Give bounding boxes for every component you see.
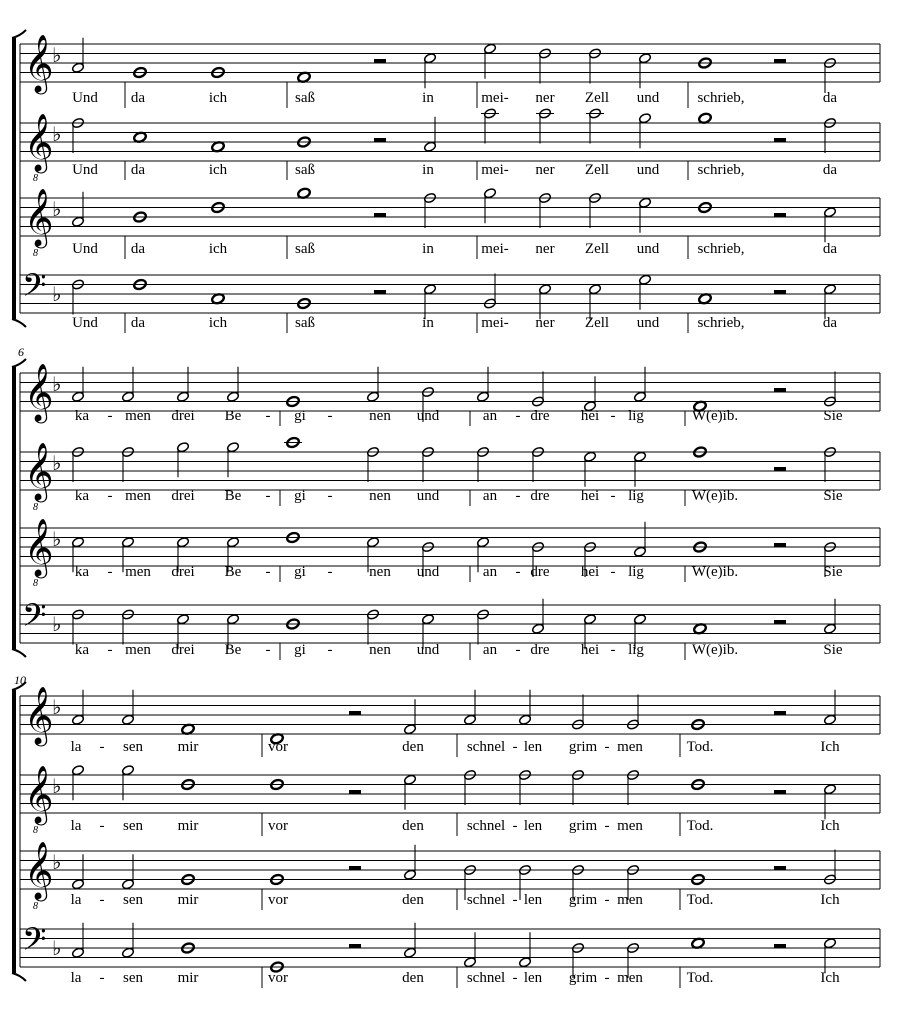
lyric-syllable: - [512,892,518,908]
lyric-syllable: und [416,564,440,580]
lyric-syllable: Und [72,315,98,331]
lyric-syllable: men [125,488,151,504]
lyric-syllable: saß [295,162,315,178]
whole-note [211,141,225,153]
lyric-syllable: an [482,642,498,658]
lyric-syllable: Tod. [686,970,714,986]
treble-clef-icon: 𝄞 [24,686,54,744]
lyric-syllable: ner [535,315,555,331]
lyric-syllable: drei [171,488,195,504]
lyric-syllable: schrieb, [697,315,745,331]
lyric-syllable: ner [535,241,555,257]
half-rest-icon [349,711,361,715]
lyric-syllable: da [130,241,146,257]
lyric-syllable: hei [580,488,600,504]
lyric-syllable: men [125,642,151,658]
lyric-syllable: und [636,162,660,178]
lyric-syllable: ka [74,408,90,424]
lyric-syllable: und [636,90,660,106]
lyric-syllable: Tod. [686,818,714,834]
half-rest-icon [349,944,361,948]
whole-note [133,131,147,143]
lyric-syllable: - [515,564,521,580]
lyric-syllable: dre [530,488,550,504]
lyric-syllable: ner [535,162,555,178]
lyric-syllable: grim [568,739,598,755]
lyric-syllable: - [99,739,105,755]
lyric-syllable: - [265,564,271,580]
voice-3-staff [20,518,880,589]
lyric-syllable: dre [530,408,550,424]
lyric-syllable: den [402,970,424,986]
lyric-syllable: drei [171,642,195,658]
lyric-syllable: Sie [823,642,843,658]
treble-clef-icon: 𝄞 [24,363,54,421]
system-3 [12,673,880,988]
lyric-syllable: mir [177,892,199,908]
lyric-syllable: schrieb, [697,90,745,106]
lyric-syllable: - [265,488,271,504]
half-rest-icon [774,388,786,392]
lyric-syllable: schnel [466,970,506,986]
octave-8-marker: 8 [33,502,38,513]
whole-note [211,293,225,305]
lyric-syllable: schnel [466,739,506,755]
lyric-syllable: sen [123,892,143,908]
lyric-syllable: lig [628,642,644,658]
flat-key-signature-icon: ♭ [52,451,62,475]
voice-2-staff [20,437,880,513]
flat-key-signature-icon: ♭ [52,197,62,221]
flat-key-signature-icon: ♭ [52,936,62,960]
half-rest-icon [774,59,786,63]
voice-4-staff [20,921,880,988]
lyric-syllable: hei [580,408,600,424]
half-rest-icon [374,290,386,294]
lyric-syllable: Be [224,642,242,658]
voice-3-staff [20,841,880,912]
half-rest-icon [774,467,786,471]
measure-number: 10 [14,673,26,687]
lyric-syllable: la [70,818,82,834]
lyric-syllable: men [125,408,151,424]
lyric-syllable: sen [123,970,143,986]
lyric-syllable: W(e)ib. [691,564,739,580]
half-rest-icon [349,790,361,794]
system-1 [12,30,880,333]
lyric-syllable: da [822,241,838,257]
lyric-syllable: - [107,642,113,658]
lyric-syllable: nen [369,488,391,504]
lyric-syllable: len [523,739,543,755]
lyric-syllable: Zell [584,241,610,257]
lyric-syllable: schrieb, [697,241,745,257]
lyric-syllable: W(e)ib. [691,488,739,504]
lyric-syllable: mei- [481,90,509,106]
lyric-syllable: nen [369,564,391,580]
half-rest-icon [374,213,386,217]
lyric-syllable: men [617,892,643,908]
treble-clef-icon: 𝄞 [24,765,54,823]
octave-8-marker: 8 [33,825,38,836]
lyric-syllable: Zell [584,315,610,331]
bracket-bottom-hook [12,319,26,327]
lyric-syllable: mei- [481,315,509,331]
flat-key-signature-icon: ♭ [52,774,62,798]
flat-key-signature-icon: ♭ [52,282,62,306]
lyric-syllable: ka [74,488,90,504]
lyric-syllable: schnel [466,818,506,834]
lyric-syllable: Zell [584,90,610,106]
lyric-syllable: vor [268,739,288,755]
lyric-syllable: - [327,642,333,658]
lyric-syllable: an [482,488,498,504]
flat-key-signature-icon: ♭ [52,527,62,551]
lyric-syllable: - [107,488,113,504]
half-rest-icon [374,138,386,142]
lyric-syllable: hei [580,564,600,580]
lyric-syllable: nen [369,408,391,424]
treble-clef-icon: 𝄞 [24,518,54,576]
lyric-syllable: Ich [820,739,840,755]
lyric-syllable: drei [171,564,195,580]
lyric-syllable: vor [268,970,288,986]
lyric-syllable: men [617,970,643,986]
voice-1-staff [20,686,880,757]
lyric-syllable: - [512,739,518,755]
lyric-syllable: - [604,818,610,834]
lyric-syllable: - [512,970,518,986]
half-rest-icon [774,620,786,624]
whole-note [181,723,195,735]
lyric-syllable: men [617,818,643,834]
lyric-syllable: hei [580,642,600,658]
lyric-syllable: saß [295,241,315,257]
lyric-syllable: lig [628,408,644,424]
lyric-syllable: grim [568,892,598,908]
lyric-syllable: an [482,408,498,424]
lyric-syllable: gi [294,564,306,580]
lyric-syllable: ich [208,90,228,106]
lyric-syllable: - [604,739,610,755]
lyric-syllable: la [70,970,82,986]
lyric-syllable: sen [123,818,143,834]
lyric-syllable: an [482,564,498,580]
lyric-syllable: - [327,408,333,424]
system-2 [12,345,880,660]
lyric-syllable: da [822,90,838,106]
voice-4-staff [20,267,880,333]
lyric-syllable: grim [568,818,598,834]
lyric-syllable: Sie [823,564,843,580]
half-rest-icon [774,790,786,794]
lyric-syllable: den [402,818,424,834]
lyric-syllable: ner [535,90,555,106]
lyric-syllable: Tod. [686,892,714,908]
lyric-syllable: - [610,564,616,580]
lyric-syllable: und [636,241,660,257]
lyric-syllable: - [512,818,518,834]
lyric-syllable: gi [294,642,306,658]
lyric-syllable: ka [74,642,90,658]
lyric-syllable: lig [628,564,644,580]
treble-clef-icon: 𝄞 [24,113,54,171]
whole-note [297,71,311,83]
octave-8-marker: 8 [33,578,38,589]
bass-clef-icon: 𝄢 [22,597,47,641]
flat-key-signature-icon: ♭ [52,372,62,396]
lyric-syllable: - [515,642,521,658]
treble-clef-icon: 𝄞 [24,188,54,246]
half-rest-icon [349,866,361,870]
lyric-syllable: len [523,818,543,834]
lyric-syllable: la [70,892,82,908]
octave-8-marker: 8 [33,173,38,184]
lyric-syllable: mei- [481,241,509,257]
lyric-syllable: - [604,892,610,908]
lyric-syllable: Sie [823,488,843,504]
lyric-syllable: vor [268,818,288,834]
measure-number: 6 [18,345,24,359]
voice-4-staff [20,597,880,660]
lyric-syllable: - [107,408,113,424]
octave-8-marker: 8 [33,901,38,912]
lyric-syllable: ich [208,162,228,178]
half-rest-icon [774,213,786,217]
lyric-syllable: - [99,970,105,986]
lyric-syllable: und [636,315,660,331]
treble-clef-icon: 𝄞 [24,34,54,92]
bass-clef-icon: 𝄢 [22,267,47,311]
voice-2-staff [20,764,880,836]
lyric-syllable: Ich [820,818,840,834]
lyric-syllable: Und [72,90,98,106]
lyric-syllable: da [130,162,146,178]
lyric-syllable: Sie [823,408,843,424]
lyric-syllable: - [515,408,521,424]
octave-8-marker: 8 [33,248,38,259]
lyric-syllable: ka [74,564,90,580]
lyric-syllable: len [523,970,543,986]
lyric-syllable: saß [295,315,315,331]
lyric-syllable: Und [72,241,98,257]
lyric-syllable: - [265,408,271,424]
lyric-syllable: grim [568,970,598,986]
flat-key-signature-icon: ♭ [52,850,62,874]
lyric-syllable: da [130,90,146,106]
lyric-syllable: ich [208,241,228,257]
lyric-syllable: den [402,892,424,908]
lyric-syllable: - [327,488,333,504]
lyric-syllable: sen [123,739,143,755]
lyric-syllable: Be [224,564,242,580]
half-rest-icon [774,543,786,547]
whole-note [297,187,311,199]
lyric-syllable: men [617,739,643,755]
lyric-syllable: gi [294,488,306,504]
flat-key-signature-icon: ♭ [52,43,62,67]
lyric-syllable: - [515,488,521,504]
lyric-syllable: men [125,564,151,580]
bass-clef-icon: 𝄢 [22,921,47,965]
half-rest-icon [774,138,786,142]
bracket-bottom-hook [12,973,26,981]
lyric-syllable: in [422,90,434,106]
half-rest-icon [374,59,386,63]
lyric-syllable: la [70,739,82,755]
voice-1-staff [20,363,880,426]
lyric-syllable: Tod. [686,739,714,755]
whole-note [693,623,707,635]
lyric-syllable: in [422,241,434,257]
flat-key-signature-icon: ♭ [52,612,62,636]
lyric-syllable: nen [369,642,391,658]
flat-key-signature-icon: ♭ [52,695,62,719]
flat-key-signature-icon: ♭ [52,122,62,146]
voice-2-staff [20,108,880,184]
lyric-syllable: den [402,739,424,755]
lyric-syllable: W(e)ib. [691,408,739,424]
lyric-syllable: dre [530,642,550,658]
lyric-syllable: schrieb, [697,162,745,178]
lyric-syllable: saß [295,90,315,106]
lyric-syllable: mir [177,739,199,755]
lyric-syllable: mei- [481,162,509,178]
lyric-syllable: Zell [584,162,610,178]
voice-3-staff [20,187,880,259]
lyric-syllable: gi [294,408,306,424]
lyric-syllable: - [610,408,616,424]
lyric-syllable: ich [208,315,228,331]
half-rest-icon [774,711,786,715]
lyric-syllable: in [422,162,434,178]
lyric-syllable: - [265,642,271,658]
lyric-syllable: und [416,488,440,504]
lyric-syllable: - [604,970,610,986]
whole-note [698,112,712,124]
half-rest-icon [774,290,786,294]
lyric-syllable: und [416,642,440,658]
lyric-syllable: - [610,488,616,504]
lyric-syllable: W(e)ib. [691,642,739,658]
half-rest-icon [774,944,786,948]
lyric-syllable: da [822,315,838,331]
lyric-syllable: Ich [820,892,840,908]
lyric-syllable: - [99,818,105,834]
lyric-syllable: in [422,315,434,331]
whole-note [698,293,712,305]
lyric-syllable: da [130,315,146,331]
treble-clef-icon: 𝄞 [24,442,54,500]
half-rest-icon [774,866,786,870]
lyric-syllable: und [416,408,440,424]
lyric-syllable: Ich [820,970,840,986]
lyric-syllable: - [327,564,333,580]
lyric-syllable: len [523,892,543,908]
lyric-syllable: - [99,892,105,908]
lyric-syllable: mir [177,818,199,834]
lyric-syllable: mir [177,970,199,986]
lyric-syllable: - [107,564,113,580]
lyric-syllable: lig [628,488,644,504]
voice-1-staff [20,34,880,108]
lyric-syllable: Be [224,488,242,504]
bracket-bottom-hook [12,649,26,657]
lyric-syllable: schnel [466,892,506,908]
lyric-syllable: - [610,642,616,658]
lyric-syllable: da [822,162,838,178]
lyric-syllable: drei [171,408,195,424]
whole-note [691,937,705,949]
treble-clef-icon: 𝄞 [24,841,54,899]
lyric-syllable: Und [72,162,98,178]
lyric-syllable: dre [530,564,550,580]
lyric-syllable: Be [224,408,242,424]
lyric-syllable: vor [268,892,288,908]
